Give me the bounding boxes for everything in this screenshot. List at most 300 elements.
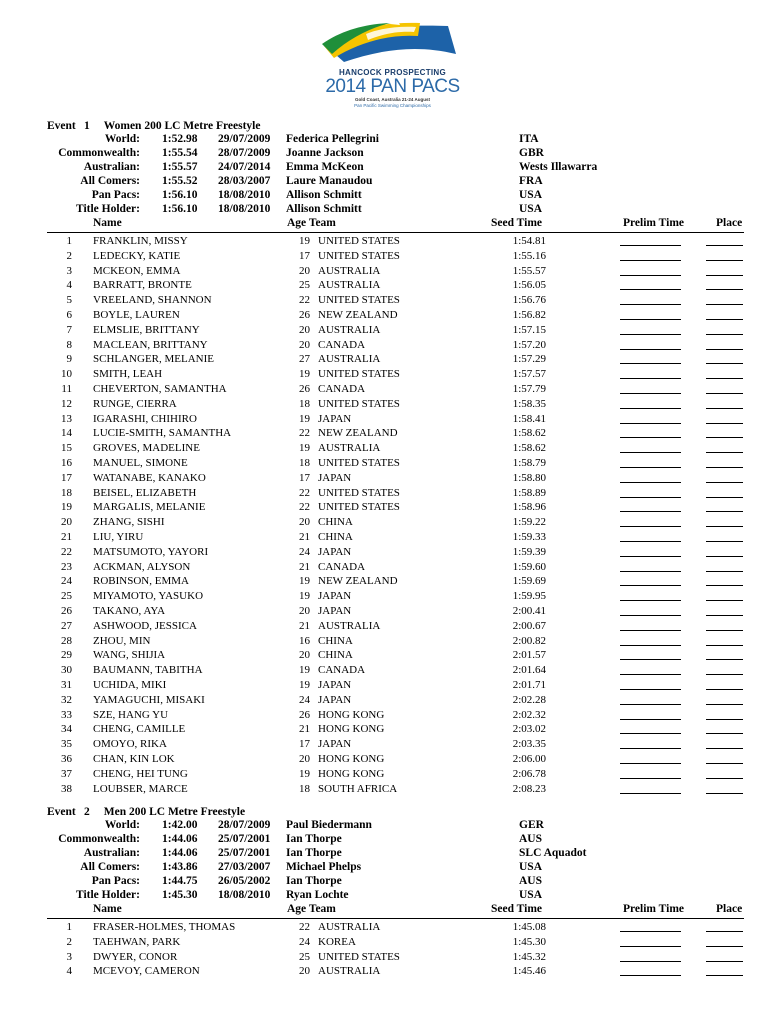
swimmer-age: 19 <box>299 590 310 603</box>
swimmer-seed-time: 2:00.67 <box>512 619 546 632</box>
swimmer-age: 19 <box>299 235 310 247</box>
event-title: Women 200 LC Metre Freestyle <box>103 120 261 132</box>
swimmer-age: 20 <box>299 516 310 529</box>
swimmer-seed-time: 1:57.79 <box>512 383 546 395</box>
record-team: AUS <box>519 875 543 887</box>
swimmer-seed-time: 2:03.35 <box>512 738 546 751</box>
col-place: Place <box>716 903 743 915</box>
swimmer-name: FRASER-HOLMES, THOMAS <box>93 921 236 933</box>
swimmer-age: 20 <box>299 965 310 978</box>
record-row <box>0 833 768 847</box>
swimmer-team: UNITED STATES <box>318 368 400 381</box>
swimmer-age: 26 <box>299 309 310 321</box>
swimmer-position: 2 <box>66 249 72 262</box>
record-date: 18/08/2010 <box>218 889 271 901</box>
swimmer-position: 19 <box>61 501 72 514</box>
logo-sponsor: HANCOCK PROSPECTING <box>338 68 447 77</box>
swimmer-position: 23 <box>61 560 72 573</box>
swimmer-team: CHINA <box>318 516 353 529</box>
record-row <box>0 861 768 875</box>
record-date: 26/05/2002 <box>218 875 271 887</box>
swimmer-name: CHAN, KIN LOK <box>93 753 175 765</box>
record-date: 29/07/2009 <box>218 133 271 145</box>
swimmer-name: LOUBSER, MARCE <box>93 782 188 795</box>
swimmer-position: 13 <box>61 412 72 425</box>
swimmer-position: 16 <box>61 457 72 469</box>
swimmer-team: UNITED STATES <box>318 950 400 963</box>
header-divider <box>47 918 744 919</box>
swimmer-seed-time: 2:01.71 <box>512 679 546 691</box>
swimmer-seed-time: 1:55.16 <box>512 249 546 262</box>
logo-brand: 2014 PAN PACS <box>325 76 460 97</box>
swimmer-seed-time: 1:58.80 <box>512 471 546 484</box>
record-date: 25/07/2001 <box>218 833 271 845</box>
swimmer-position: 1 <box>66 921 72 933</box>
swimmer-age: 24 <box>299 935 310 948</box>
swimmer-age: 17 <box>299 738 310 751</box>
record-team: GBR <box>519 147 544 159</box>
col-prelim: Prelim Time <box>623 903 685 915</box>
record-row <box>0 889 768 903</box>
swimmer-team: UNITED STATES <box>318 457 400 469</box>
swimmer-position: 26 <box>61 605 72 617</box>
col-name: Name <box>93 217 122 229</box>
swimmer-seed-time: 1:58.79 <box>512 457 546 469</box>
logo-location: Gold Coast, Australia 21-24 August <box>355 97 430 102</box>
swimmer-name: ZHANG, SISHI <box>93 516 165 529</box>
swimmer-team: JAPAN <box>318 693 352 706</box>
swimmer-age: 20 <box>299 753 310 765</box>
record-date: 28/03/2007 <box>218 175 271 187</box>
record-holder: Allison Schmitt <box>286 189 362 201</box>
swimmer-age: 20 <box>299 649 310 662</box>
col-prelim: Prelim Time <box>623 217 685 229</box>
swimmer-name: CHENG, CAMILLE <box>93 723 186 736</box>
swimmer-team: CANADA <box>318 338 366 351</box>
record-time: 1:44.06 <box>162 847 198 859</box>
swimmer-seed-time: 1:59.33 <box>512 531 546 543</box>
swimmer-age: 21 <box>299 619 310 632</box>
swimmer-age: 17 <box>299 471 310 484</box>
swimmer-position: 37 <box>61 767 72 780</box>
record-holder: Joanne Jackson <box>286 147 364 159</box>
swimmer-name: GROVES, MADELINE <box>93 442 200 455</box>
swimmer-team: UNITED STATES <box>318 235 400 247</box>
swimmer-team: JAPAN <box>318 590 352 603</box>
record-team: GER <box>519 819 544 831</box>
swimmer-position: 35 <box>61 738 72 751</box>
swimmer-seed-time: 1:59.69 <box>512 575 546 588</box>
swimmer-age: 20 <box>299 264 310 277</box>
record-team: FRA <box>519 175 543 187</box>
swimmer-team: HONG KONG <box>318 753 385 765</box>
swimmer-age: 21 <box>299 723 310 736</box>
swimmer-position: 5 <box>66 294 72 307</box>
record-date: 18/08/2010 <box>218 189 271 201</box>
swimmer-team: SOUTH AFRICA <box>318 782 398 795</box>
swimmer-name: RUNGE, CIERRA <box>93 397 177 410</box>
swimmer-position: 20 <box>61 516 72 529</box>
swimmer-age: 17 <box>299 249 310 262</box>
record-date: 28/07/2009 <box>218 147 271 159</box>
record-team: AUS <box>519 833 543 845</box>
swimmer-row <box>0 936 768 951</box>
swimmer-age: 18 <box>299 457 310 469</box>
swimmer-age: 21 <box>299 560 310 573</box>
prelim-time-blank[interactable] <box>620 931 681 932</box>
swimmer-age: 19 <box>299 412 310 425</box>
swimmer-name: ROBINSON, EMMA <box>93 575 189 588</box>
record-label: Commonwealth: <box>58 833 140 845</box>
swimmer-name: MIYAMOTO, YASUKO <box>93 590 204 603</box>
swimmer-position: 38 <box>61 782 72 795</box>
prelim-time-blank[interactable] <box>620 961 681 962</box>
swimmer-seed-time: 2:06.00 <box>512 753 546 765</box>
swimmer-name: SMITH, LEAH <box>93 368 163 381</box>
swimmer-age: 22 <box>299 294 310 307</box>
record-holder: Michael Phelps <box>286 861 362 873</box>
swimmer-position: 32 <box>61 693 72 706</box>
swimmer-seed-time: 2:01.64 <box>512 664 546 677</box>
swimmer-team: UNITED STATES <box>318 249 400 262</box>
swimmer-position: 28 <box>61 634 72 647</box>
prelim-time-blank[interactable] <box>620 946 681 947</box>
swimmer-seed-time: 1:58.96 <box>512 501 546 514</box>
record-holder: Paul Biedermann <box>286 819 372 831</box>
swimmer-name: UCHIDA, MIKI <box>93 679 167 691</box>
swimmer-seed-time: 1:58.62 <box>512 442 546 455</box>
swimmer-age: 25 <box>299 279 310 292</box>
event-label: Event <box>47 120 76 132</box>
swimmer-name: YAMAGUCHI, MISAKI <box>93 693 205 706</box>
swimmer-name: LIU, YIRU <box>93 531 144 543</box>
record-date: 27/03/2007 <box>218 861 271 873</box>
swimmer-seed-time: 2:08.23 <box>512 782 546 795</box>
record-holder: Ryan Lochte <box>286 889 349 901</box>
swimmer-name: TAKANO, AYA <box>93 605 166 617</box>
swimmer-position: 14 <box>61 427 72 440</box>
record-time: 1:52.98 <box>162 133 198 145</box>
swimmer-team: NEW ZEALAND <box>318 309 398 321</box>
swimmer-seed-time: 1:45.30 <box>512 935 546 948</box>
record-label: Australian: <box>83 161 140 173</box>
swimmer-name: SZE, HANG YU <box>93 708 169 721</box>
swimmer-seed-time: 1:58.41 <box>512 412 546 425</box>
swimmer-age: 22 <box>299 486 310 499</box>
swimmer-age: 19 <box>299 442 310 455</box>
swimmer-team: CANADA <box>318 560 366 573</box>
swimmer-seed-time: 1:59.60 <box>512 560 546 573</box>
record-label: Title Holder: <box>76 203 140 215</box>
record-time: 1:55.52 <box>162 175 198 187</box>
swimmer-age: 20 <box>299 605 310 617</box>
record-label: Australian: <box>83 847 140 859</box>
swimmer-age: 19 <box>299 679 310 691</box>
swimmer-seed-time: 1:59.39 <box>512 545 546 558</box>
swimmer-position: 9 <box>66 353 72 366</box>
swimmer-position: 30 <box>61 664 72 677</box>
swimmer-team: UNITED STATES <box>318 294 400 307</box>
swimmer-name: ZHOU, MIN <box>93 634 151 647</box>
swimmer-position: 8 <box>66 338 72 351</box>
swimmer-name: OMOYO, RIKA <box>93 738 167 751</box>
event-number: 1 <box>84 120 90 132</box>
swimmer-position: 3 <box>66 264 72 277</box>
record-label: Commonwealth: <box>58 147 140 159</box>
swimmer-position: 10 <box>61 368 72 381</box>
record-row <box>0 847 768 861</box>
swimmer-team: UNITED STATES <box>318 501 400 514</box>
record-time: 1:43.86 <box>162 861 198 873</box>
swimmer-age: 26 <box>299 383 310 395</box>
record-time: 1:56.10 <box>162 203 198 215</box>
swimmer-age: 19 <box>299 368 310 381</box>
swimmer-position: 6 <box>66 309 72 321</box>
record-time: 1:44.06 <box>162 833 198 845</box>
swimmer-seed-time: 1:56.05 <box>512 279 546 292</box>
swimmer-name: MANUEL, SIMONE <box>93 457 188 469</box>
swimmer-age: 24 <box>299 693 310 706</box>
swimmer-team: JAPAN <box>318 605 352 617</box>
record-row <box>0 819 768 833</box>
swimmer-name: MCEVOY, CAMERON <box>93 965 200 978</box>
swimmer-team: CANADA <box>318 664 366 677</box>
record-label: World: <box>104 819 140 831</box>
record-row <box>0 875 768 889</box>
swimmer-name: LEDECKY, KATIE <box>93 249 181 262</box>
swimmer-position: 33 <box>61 708 72 721</box>
swimmer-name: ACKMAN, ALYSON <box>93 560 191 573</box>
column-headers <box>0 903 768 917</box>
swimmer-age: 16 <box>299 634 310 647</box>
swimmer-seed-time: 1:58.62 <box>512 427 546 440</box>
place-blank[interactable] <box>706 975 743 976</box>
swimmer-position: 7 <box>66 323 72 336</box>
swimmer-position: 36 <box>61 753 72 765</box>
swimmer-name: MACLEAN, BRITTANY <box>93 338 208 351</box>
swimmer-age: 18 <box>299 782 310 795</box>
event-label: Event <box>47 806 76 818</box>
swimmer-seed-time: 2:00.41 <box>512 605 546 617</box>
swimmer-age: 22 <box>299 501 310 514</box>
col-name: Name <box>93 903 122 915</box>
col-age-team: Age Team <box>287 217 336 229</box>
swimmer-team: NEW ZEALAND <box>318 427 398 440</box>
swimmer-team: JAPAN <box>318 738 352 751</box>
record-team: Wests Illawarra <box>519 161 598 173</box>
swimmer-team: HONG KONG <box>318 723 385 736</box>
swimmer-age: 19 <box>299 575 310 588</box>
record-holder: Ian Thorpe <box>286 875 342 887</box>
event-number: 2 <box>84 806 90 818</box>
col-seed: Seed Time <box>491 903 543 915</box>
swimmer-team: AUSTRALIA <box>318 921 381 933</box>
swimmer-position: 31 <box>61 679 72 691</box>
swimmer-team: CHINA <box>318 649 353 662</box>
record-date: 18/08/2010 <box>218 203 271 215</box>
swimmer-team: HONG KONG <box>318 767 385 780</box>
swimmer-team: UNITED STATES <box>318 486 400 499</box>
swimmer-position: 15 <box>61 442 72 455</box>
swimmer-name: MATSUMOTO, YAYORI <box>93 545 209 558</box>
swimmer-position: 11 <box>61 383 72 395</box>
prelim-time-blank[interactable] <box>620 975 681 976</box>
swimmer-team: AUSTRALIA <box>318 442 381 455</box>
record-time: 1:45.30 <box>162 889 198 901</box>
swimmer-name: TAEHWAN, PARK <box>93 935 181 948</box>
swimmer-team: JAPAN <box>318 679 352 691</box>
col-place: Place <box>716 217 743 229</box>
record-label: Title Holder: <box>76 889 140 901</box>
swimmer-team: CHINA <box>318 531 353 543</box>
swimmer-team: AUSTRALIA <box>318 264 381 277</box>
record-holder: Allison Schmitt <box>286 203 362 215</box>
swimmer-age: 20 <box>299 338 310 351</box>
record-holder: Ian Thorpe <box>286 833 342 845</box>
swimmer-age: 19 <box>299 767 310 780</box>
record-holder: Ian Thorpe <box>286 847 342 859</box>
swimmer-seed-time: 1:56.76 <box>512 294 546 307</box>
swimmer-seed-time: 2:00.82 <box>512 634 546 647</box>
swimmer-name: VREELAND, SHANNON <box>93 294 212 307</box>
record-team: USA <box>519 203 543 215</box>
place-blank[interactable] <box>706 946 743 947</box>
swimmer-age: 22 <box>299 427 310 440</box>
swimmer-age: 27 <box>299 353 310 366</box>
event-title: Men 200 LC Metre Freestyle <box>103 806 246 818</box>
swimmer-name: IGARASHI, CHIHIRO <box>93 412 197 425</box>
record-date: 28/07/2009 <box>218 819 271 831</box>
swimmer-team: KOREA <box>318 935 356 948</box>
swimmer-position: 34 <box>61 723 72 736</box>
swimmer-seed-time: 1:58.35 <box>512 397 546 410</box>
swimmer-name: MCKEON, EMMA <box>93 264 181 277</box>
record-team: USA <box>519 861 543 873</box>
swimmer-age: 18 <box>299 397 310 410</box>
col-age-team: Age Team <box>287 903 336 915</box>
swimmer-seed-time: 2:06.78 <box>512 767 546 780</box>
swimmer-name: WATANABE, KANAKO <box>93 471 206 484</box>
record-time: 1:44.75 <box>162 875 198 887</box>
swimmer-seed-time: 2:01.57 <box>512 649 546 662</box>
swimmer-position: 22 <box>61 545 72 558</box>
swimmer-team: JAPAN <box>318 545 352 558</box>
record-date: 24/07/2014 <box>218 161 271 173</box>
swimmer-position: 3 <box>66 950 72 963</box>
swimmer-team: UNITED STATES <box>318 397 400 410</box>
swimmer-age: 19 <box>299 664 310 677</box>
swimmer-name: ASHWOOD, JESSICA <box>93 619 197 632</box>
record-team: USA <box>519 189 543 201</box>
swimmer-name: BARRATT, BRONTE <box>93 279 192 292</box>
record-holder: Laure Manaudou <box>286 175 373 187</box>
swimmer-seed-time: 1:58.89 <box>512 486 546 499</box>
record-label: All Comers: <box>80 175 140 187</box>
place-blank[interactable] <box>706 961 743 962</box>
record-label: Pan Pacs: <box>91 189 140 201</box>
event-header <box>47 806 245 818</box>
swimmer-seed-time: 1:57.15 <box>512 323 546 336</box>
swimmer-position: 21 <box>61 531 72 543</box>
record-holder: Emma McKeon <box>286 161 364 173</box>
swimmer-seed-time: 1:59.95 <box>512 590 546 603</box>
swimmer-name: BEISEL, ELIZABETH <box>93 486 197 499</box>
swimmer-position: 25 <box>61 590 72 603</box>
record-time: 1:55.54 <box>162 147 198 159</box>
swimmer-team: AUSTRALIA <box>318 279 381 292</box>
record-label: All Comers: <box>80 861 140 873</box>
record-label: World: <box>104 133 140 145</box>
swimmer-position: 24 <box>61 575 72 588</box>
swimmer-position: 2 <box>66 935 72 948</box>
swimmer-position: 18 <box>61 486 72 499</box>
swimmer-seed-time: 2:02.32 <box>512 708 546 721</box>
record-time: 1:56.10 <box>162 189 198 201</box>
record-time: 1:42.00 <box>162 819 198 831</box>
swimmer-age: 25 <box>299 950 310 963</box>
swimmer-name: MARGALIS, MELANIE <box>93 501 206 514</box>
record-team: SLC Aquadot <box>519 847 587 859</box>
swimmer-position: 4 <box>66 279 72 292</box>
swimmer-seed-time: 2:03.02 <box>512 723 546 736</box>
swimmer-position: 4 <box>66 965 72 978</box>
swimmer-name: SCHLANGER, MELANIE <box>93 353 214 366</box>
swimmer-seed-time: 1:56.82 <box>512 309 546 321</box>
swimmer-seed-time: 1:54.81 <box>512 235 546 247</box>
swimmer-age: 26 <box>299 708 310 721</box>
record-time: 1:55.57 <box>162 161 198 173</box>
swimmer-seed-time: 1:45.46 <box>512 965 546 978</box>
swimmer-row <box>0 951 768 966</box>
swimmer-team: AUSTRALIA <box>318 323 381 336</box>
swimmer-seed-time: 1:45.32 <box>512 950 546 963</box>
swimmer-position: 27 <box>61 619 72 632</box>
swimmer-seed-time: 1:59.22 <box>512 516 546 529</box>
swimmer-seed-time: 1:55.57 <box>512 264 546 277</box>
swimmer-name: WANG, SHIJIA <box>93 649 166 662</box>
record-date: 25/07/2001 <box>218 847 271 859</box>
swimmer-age: 24 <box>299 545 310 558</box>
swimmer-seed-time: 1:57.20 <box>512 338 546 351</box>
record-label: Pan Pacs: <box>91 875 140 887</box>
swimmer-name: ELMSLIE, BRITTANY <box>93 323 200 336</box>
swimmer-row <box>0 921 768 936</box>
swimmer-team: NEW ZEALAND <box>318 575 398 588</box>
swimmer-name: DWYER, CONOR <box>93 950 178 963</box>
swimmer-team: AUSTRALIA <box>318 965 381 978</box>
swimmer-name: LUCIE-SMITH, SAMANTHA <box>93 427 232 440</box>
swimmer-seed-time: 1:57.57 <box>512 368 546 381</box>
swimmer-age: 22 <box>299 921 310 933</box>
swimmer-team: AUSTRALIA <box>318 619 381 632</box>
swimmer-name: CHEVERTON, SAMANTHA <box>93 383 227 395</box>
swimmer-team: HONG KONG <box>318 708 385 721</box>
swimmer-name: BAUMANN, TABITHA <box>93 664 203 677</box>
swimmer-name: FRANKLIN, MISSY <box>93 235 188 247</box>
swimmer-seed-time: 1:45.08 <box>512 921 546 933</box>
swimmer-name: BOYLE, LAUREN <box>93 309 180 321</box>
swimmer-team: CHINA <box>318 634 353 647</box>
swimmer-row <box>0 965 768 980</box>
record-holder: Federica Pellegrini <box>286 133 379 145</box>
logo-tagline: Pan Pacific Swimming Championships <box>354 103 431 108</box>
swimmer-seed-time: 1:57.29 <box>512 353 546 366</box>
place-blank[interactable] <box>706 931 743 932</box>
swimmer-position: 29 <box>61 649 72 662</box>
swimmer-position: 12 <box>61 397 72 410</box>
col-seed: Seed Time <box>491 217 543 229</box>
swimmer-age: 21 <box>299 531 310 543</box>
